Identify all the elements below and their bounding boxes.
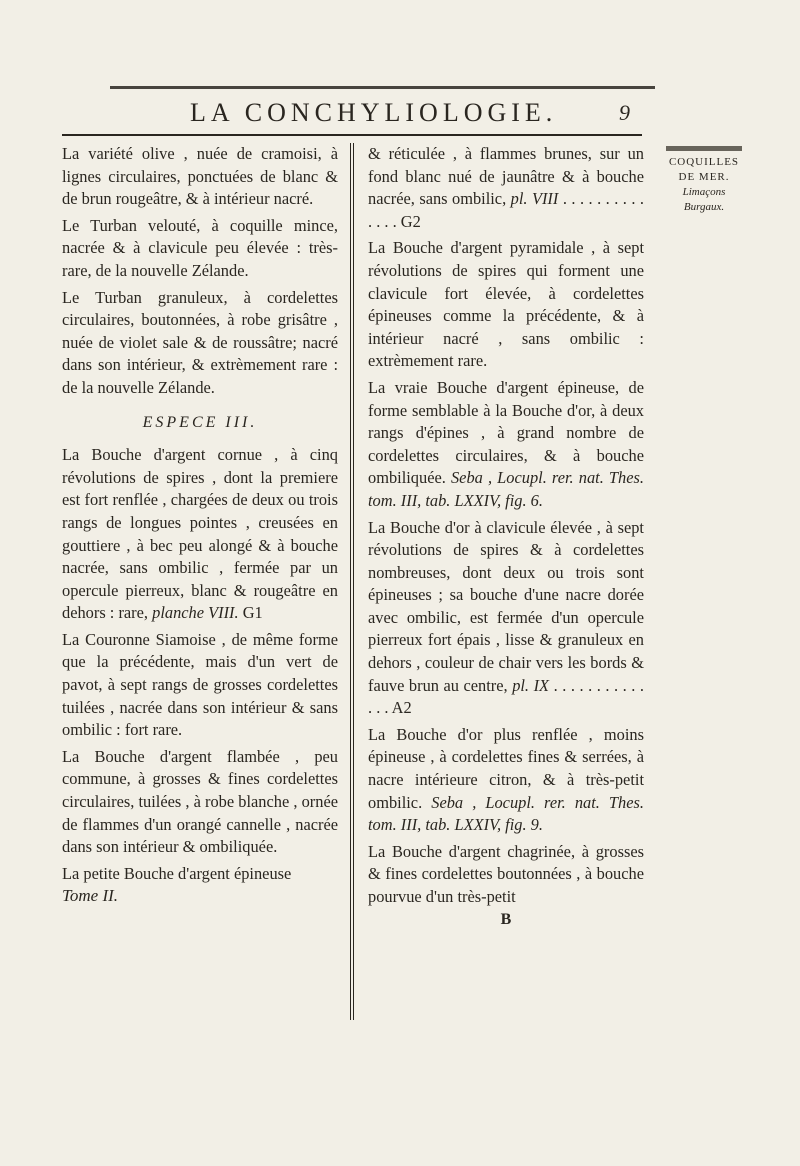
margin-rule [666,146,742,151]
column-divider [350,143,354,1020]
entry-turban-veloute: Le Turban velouté, à coquille mince, nacrée & à clavicule peu élevée : très-rare, de la nouvelle Zélande. [62,215,338,280]
plate-code: G1 [242,603,263,623]
margin-note-line: Burgaux. [683,201,725,213]
plate-reference: pl. IX [512,675,550,695]
entry-bouche-argent-flambee: La Bouche d'argent flambée , peu commune, à grosses & fines cordelettes circulaires, tuilées , à robe blanche , ornée de flammes d'un orangé cannelle , nacrée dans son intérieur & ombiliquée. [62,746,338,857]
top-decorative-rule [110,86,655,89]
tome-signature: Tome II. [62,886,119,906]
plate-reference: planche VIII. [152,603,239,623]
entry-couronne-siamoise: La Couronne Siamoise , de même forme que la précédente, mais d'un vert de pavot, à sept rangs de grosses cordelettes tuilées , nacrée dans son intérieur & sans ombilic : fort rare. [62,629,338,740]
right-column [368,143,644,931]
entry-bouche-argent-chagrinee: La Bouche d'argent chagrinée, à grosses & fines cordelettes boutonnées , à bouche pourvue d'un très-petit [368,841,644,906]
entry-text: La vraie Bouche d'argent épineuse, de forme semblable à la Bouche d'or, à deux rangs d'épines , à grand nombre de cordelettes circulaires, & à bouche ombiliquée. [368,377,644,488]
margin-note [666,146,742,215]
header-rule [62,134,642,136]
margin-note-line: COQUILLES [668,156,740,168]
entry-bouche-or-clavicule [368,517,644,720]
entry-text: La Bouche d'or plus renflée , moins épineuse , à cordelettes fines & serrées, à nacre intérieure citron, & à très-petit ombilic. [368,724,644,812]
entry-text: La Bouche d'argent cornue , à cinq révolutions de spires , dont la premiere est fort renflée , chargées de deux ou trois rangs de longues pointes , creusées en gouttiere , à bec peu alongé & à bouche nacrée, sans ombilic , fermée par un opercule pierreux, blanc & rougeâtre en dehors : rare, [62,445,338,623]
entry-bouche-or-renflee [368,724,644,837]
entry-bouche-argent-cornue [62,444,338,625]
entry-text: La Bouche d'or à clavicule élevée , à sept révolutions de spires & à cordelettes nombreuses, dont deux ou trois sont épineuses ; sa bouche d'une nacre dorée avec ombilic, est fermée d'un opercule pierreux fort épais , lisse & granuleux en dehors , couleur de chair vers les bords & fauve brun au centre, [368,517,644,695]
plate-code: . . . . . . . . . . . . . . G2 [368,189,644,231]
entry-petite-bouche-argent: La petite Bouche d'argent épineuse [62,863,292,883]
entry-turban-granuleux: Le Turban granuleux, à cordelettes circulaires, boutonnées, à robe grisâtre , nuée de violet sale & de roussâtre; nacré dans son intérieur, & extrèmement rare : de la nouvelle Zélande. [62,287,338,397]
plate-code: . . . . . . . . . . . . . . A2 [368,675,644,718]
entry-variete-olive: La variété olive , nuée de cramoisi, à lignes circulaires, ponctuées de blanc & de brun rougeâtre, & à intérieur nacré. [62,144,338,209]
running-title: LA CONCHYLIOLOGIE. [190,98,558,127]
literature-reference: Seba , Locupl. rer. nat. Thes. tom. III, tab. LXXIV, fig. 9. [368,792,644,835]
left-column [62,143,338,908]
page-header [150,98,630,132]
margin-note-line: Limaçons [682,186,726,198]
literature-reference: Seba , Locupl. rer. nat. Thes. tom. III, tab. LXXIV, fig. 6. [368,468,644,510]
page-number: 9 [619,100,630,125]
species-heading: ESPECE III. [142,413,258,431]
entry-vraie-bouche-argent [368,377,644,513]
gathering-signature: B [500,910,512,928]
plate-reference: pl. VIII [510,189,559,209]
entry-text: & réticulée , à flammes brunes, sur un fond blanc nué de jaunâtre & à bouche nacrée, sans ombilic, [368,144,644,209]
entry-bouche-argent-pyramidale: La Bouche d'argent pyramidale , à sept révolutions de spires qui forment une clavicule fort élevée, à cordelettes épineuses comme la précédente, & à intérieur nacré , sans ombilic : extrèmement rare. [368,238,644,371]
margin-note-line: DE MER. [678,171,730,183]
entry-reticulee-continuation [368,143,644,233]
